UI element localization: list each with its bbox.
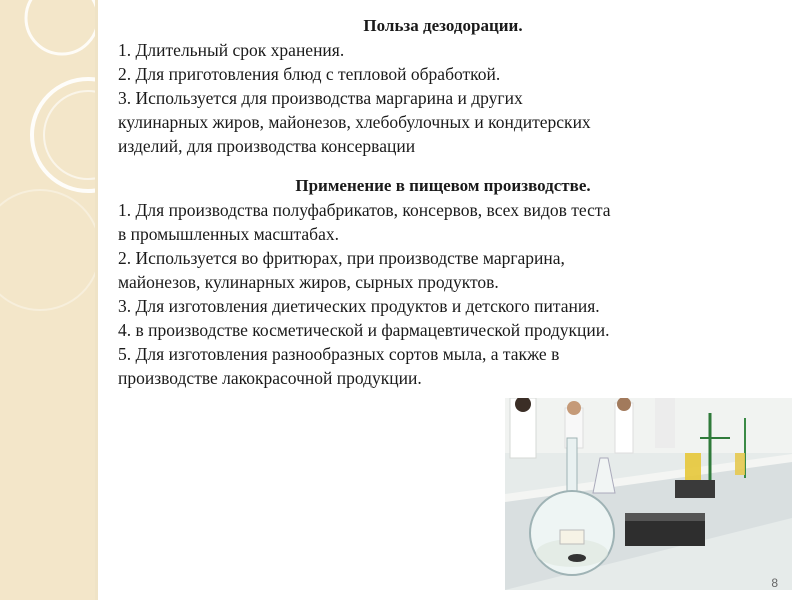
list-item: 5. Для изготовления разнообразных сортов мыла, а также в <box>118 344 560 364</box>
list-item: 4. в производстве косметической и фармацевтической продукции. <box>118 320 610 340</box>
decorative-sidebar <box>0 0 95 600</box>
list-item: кулинарных жиров, майонезов, хлебобулочных и кондитерских <box>118 112 591 132</box>
list-item: в промышленных масштабах. <box>118 224 339 244</box>
page-number: 8 <box>771 576 778 590</box>
sidebar-divider <box>95 0 98 600</box>
list-item: изделий, для производства консервации <box>118 136 416 156</box>
list-item: 1. Длительный срок хранения. <box>118 40 345 60</box>
laboratory-photo <box>505 398 792 590</box>
list-item: 2. Используется во фритюрах, при производстве маргарина, <box>118 248 565 268</box>
list-item: 3. Используется для производства маргарина и других <box>118 88 523 108</box>
section-heading-deodorization-benefits: Польза дезодорации. <box>363 16 523 35</box>
list-item: 2. Для приготовления блюд с тепловой обработкой. <box>118 64 501 84</box>
section-heading-food-industry-use: Применение в пищевом производстве. <box>295 176 591 195</box>
slide-content <box>118 14 768 390</box>
list-item: 3. Для изготовления диетических продуктов и детского питания. <box>118 296 600 316</box>
list-item: майонезов, кулинарных жиров, сырных продуктов. <box>118 272 499 292</box>
list-item: производстве лакокрасочной продукции. <box>118 368 422 388</box>
laboratory-photo-illustration <box>505 398 792 590</box>
sidebar-rings-graphic <box>0 0 95 600</box>
list-item: 1. Для производства полуфабрикатов, консервов, всех видов теста <box>118 200 611 220</box>
